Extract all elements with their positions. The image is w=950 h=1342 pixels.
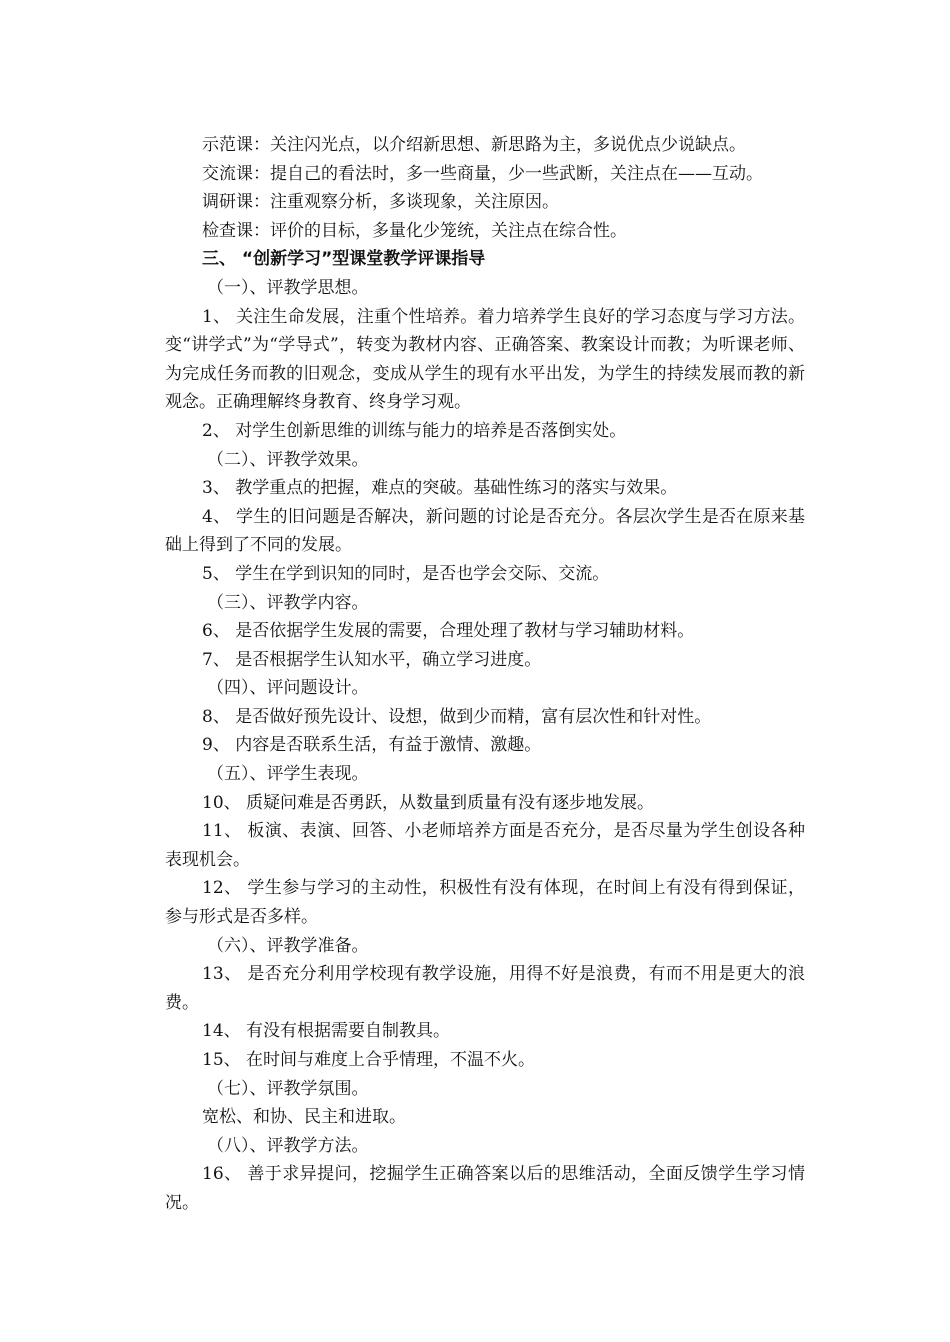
list-item: 2、 对学生创新思维的训练与能力的培养是否落倒实处。 <box>202 420 627 441</box>
paragraph-exchange-lesson: 交流课：提自己的看法时，多一些商量，少一些武断，关注点在——互动。 <box>202 163 763 184</box>
subsection-heading: （一）、评教学思想。 <box>207 277 369 298</box>
list-item: 1、 关注生命发展，注重个性培养。着力培养学生良好的学习态度与学习方法。变“讲学式”为“学导式”，转变为教材内容、正确答案、教案设计而教；为听课老师、为完成任务而教的旧观念，变成从学生的现有水平出发，为学生的持续发展而教的新观念。正确理解终身教育、终身学习观。 <box>165 306 805 413</box>
list-item: 宽松、和协、民主和进取。 <box>202 1107 406 1128</box>
list-item: 12、 学生参与学习的主动性，积极性有没有体现，在时间上有没有得到保证，参与形式是否多样。 <box>165 878 805 928</box>
list-item: 11、 板演、表演、回答、小老师培养方面是否充分，是否尽量为学生创设各种表现机会。 <box>165 821 805 870</box>
subsection-heading: （八）、评教学方法。 <box>207 1135 369 1156</box>
subsection-heading: （六）、评教学准备。 <box>207 935 369 956</box>
list-item: 8、 是否做好预先设计、设想，做到少而精，富有层次性和针对性。 <box>202 706 712 727</box>
list-item: 15、 在时间与难度上合乎情理，不温不火。 <box>202 1050 536 1070</box>
list-item: 16、 善于求异提问，挖掘学生正确答案以后的思维活动，全面反馈学生学习情况。 <box>165 1164 805 1213</box>
list-item: 13、 是否充分利用学校现有教学设施，用得不好是浪费，有而不用是更大的浪费。 <box>165 964 805 1013</box>
document-body <box>165 131 805 1218</box>
subsection-heading: （四）、评问题设计。 <box>207 678 369 699</box>
list-item: 7、 是否根据学生认知水平，确立学习进度。 <box>202 649 542 670</box>
subsection-heading: （二）、评教学效果。 <box>207 449 369 470</box>
section-heading: 三、 “创新学习”型课堂教学评课指导 <box>202 249 486 270</box>
subsection-heading: （七）、评教学氛围。 <box>207 1078 369 1099</box>
list-item: 9、 内容是否联系生活，有益于激情、激趣。 <box>202 735 542 756</box>
list-item: 14、 有没有根据需要自制教具。 <box>202 1021 451 1042</box>
list-item: 6、 是否依据学生发展的需要，合理处理了教材与学习辅助材料。 <box>202 621 695 642</box>
list-item: 4、 学生的旧问题是否解决，新问题的讨论是否充分。各层次学生是否在原来基础上得到了不同的发展。 <box>165 506 805 556</box>
subsection-heading: （三）、评教学内容。 <box>207 592 369 613</box>
subsection-heading: （五）、评学生表现。 <box>207 764 369 785</box>
paragraph-research-lesson: 调研课：注重观察分析，多谈现象，关注原因。 <box>202 192 559 213</box>
paragraph-inspection-lesson: 检查课：评价的目标，多量化少笼统，关注点在综合性。 <box>202 220 627 241</box>
list-item: 3、 教学重点的把握，难点的突破。基础性练习的落实与效果。 <box>202 478 678 499</box>
paragraph-demo-lesson: 示范课：关注闪光点，以介绍新思想、新思路为主，多说优点少说缺点。 <box>202 135 746 155</box>
list-item: 5、 学生在学到识知的同时，是否也学会交际、交流。 <box>202 563 610 584</box>
list-item: 10、 质疑问难是否勇跃，从数量到质量有没有逐步地发展。 <box>202 792 655 813</box>
